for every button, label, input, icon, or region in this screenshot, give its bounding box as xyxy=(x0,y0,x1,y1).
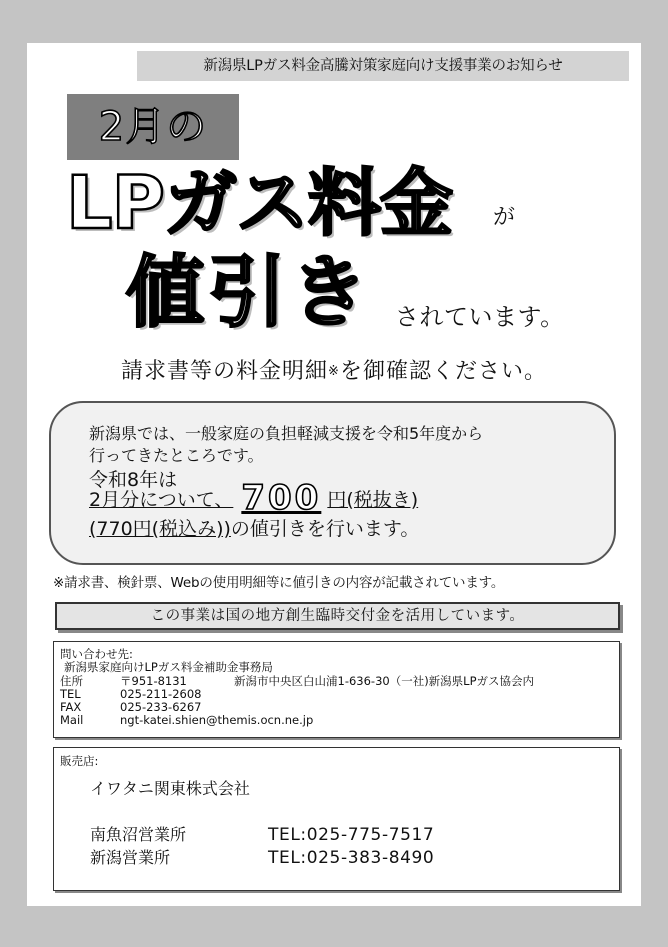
seller-heading: 販売店: xyxy=(60,754,99,768)
headline-suffix: されています。 xyxy=(395,303,565,331)
confirm-message xyxy=(0,355,668,389)
support-line-4-post: 円(税抜き) xyxy=(327,489,419,511)
support-line-4-pre: 2月分について、 xyxy=(89,489,234,511)
support-line-5-rest: の値引きを行います。 xyxy=(230,518,420,540)
header-notice: 新潟県LPガス料金高騰対策家庭向け支援事業のお知らせ xyxy=(137,51,629,81)
tel-label: TEL xyxy=(60,687,81,701)
contact-organization: 新潟県家庭向けLPガス料金補助金事務局 xyxy=(64,660,273,674)
discount-amount: 700 xyxy=(241,478,322,518)
branch-tel[interactable]: TEL:025-383-8490 xyxy=(268,848,435,868)
tax-included-amount: (770円(税込み)) xyxy=(89,518,231,540)
fax-label: FAX xyxy=(60,700,82,714)
support-line-2: 行ってきたところです。 xyxy=(89,446,264,465)
contact-address: 新潟市中央区白山浦1-636-30（一社)新潟県LPガス協会内 xyxy=(234,674,535,688)
confirm-text-after: を御確認ください。 xyxy=(339,359,547,384)
contact-tel[interactable]: 025-211-2608 xyxy=(120,687,202,701)
contact-fax: 025-233-6267 xyxy=(120,700,202,714)
mail-label: Mail xyxy=(60,713,84,727)
postal-code: 〒951-8131 xyxy=(120,674,187,688)
seller-box xyxy=(53,747,620,891)
seller-company: イワタニ関東株式会社 xyxy=(90,779,250,798)
address-label: 住所 xyxy=(60,674,83,688)
support-line-3: 令和8年は xyxy=(89,469,178,491)
headline-discount: 値引き xyxy=(126,248,373,338)
support-box xyxy=(49,401,616,565)
contact-mail[interactable]: ngt-katei.shien@themis.ocn.ne.jp xyxy=(120,713,314,727)
grant-notice: この事業は国の地方創生臨時交付金を活用しています。 xyxy=(55,602,620,630)
confirm-text-before: 請求書等の料金明細 xyxy=(121,359,329,384)
branch-name: 新潟営業所 xyxy=(90,848,171,867)
contact-box xyxy=(53,641,620,738)
branch-tel[interactable]: TEL:025-775-7517 xyxy=(268,825,435,845)
support-line-5 xyxy=(89,515,419,543)
headline-month: 2月の xyxy=(67,94,239,160)
headline-particle: が xyxy=(493,205,516,230)
support-line-1: 新潟県では、一般家庭の負担軽減支援を令和5年度から xyxy=(89,424,484,443)
confirm-mark: ※ xyxy=(328,364,340,379)
contact-heading: 問い合わせ先: xyxy=(60,647,133,661)
footnote: ※請求書、検針票、Webの使用明細等に値引きの内容が記載されています。 xyxy=(53,575,505,591)
headline-product: LPガス料金 xyxy=(66,161,453,246)
branch-name: 南魚沼営業所 xyxy=(90,825,187,844)
